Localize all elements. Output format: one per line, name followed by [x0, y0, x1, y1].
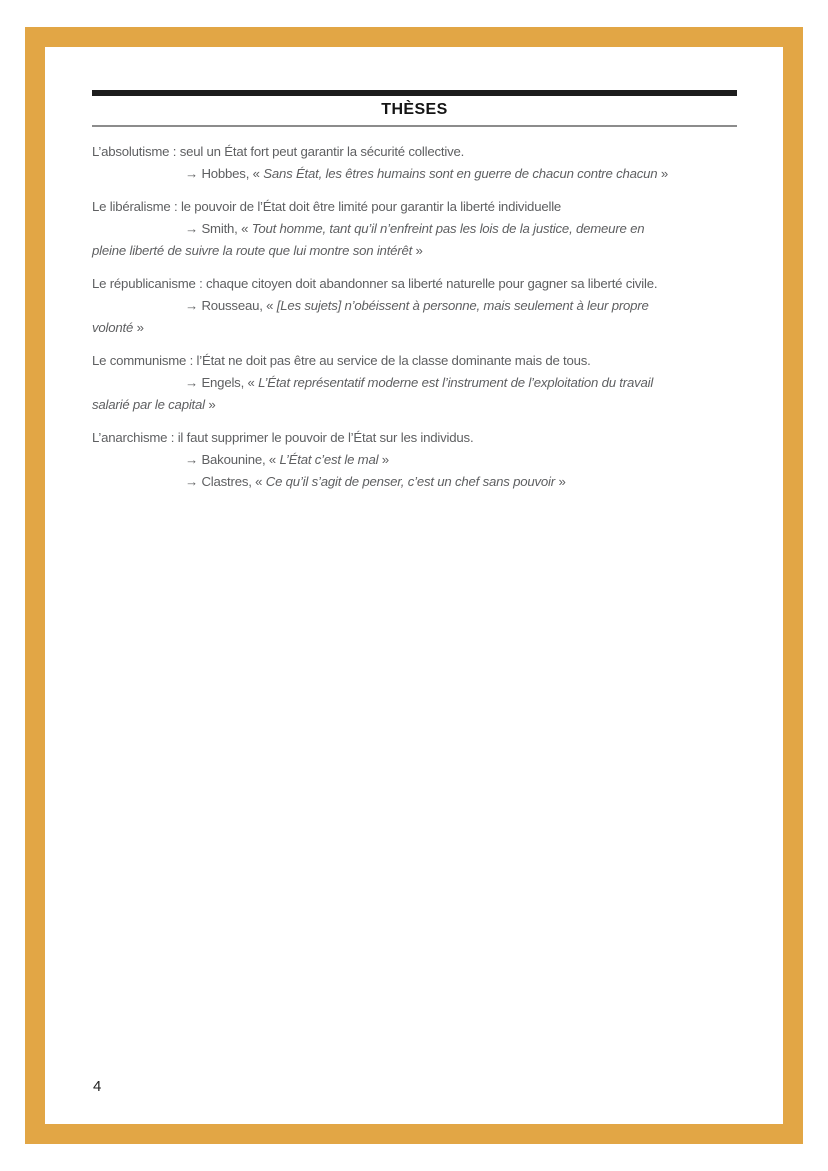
page-title: THÈSES	[381, 101, 448, 118]
quote-line	[92, 471, 737, 493]
quote-regular-segment: »	[378, 452, 389, 467]
thesis-intro: L’absolutisme : seul un État fort peut garantir la sécurité collective.	[92, 144, 465, 159]
document-page	[45, 47, 783, 1123]
quote-regular-segment: → Rousseau, «	[185, 298, 277, 313]
quote-regular-segment: → Bakounine, «	[185, 452, 280, 467]
thesis-block	[92, 350, 737, 416]
quote-line	[92, 218, 737, 240]
quote-line	[92, 240, 737, 262]
quote-line	[92, 449, 737, 471]
quote-regular-segment: »	[204, 397, 216, 412]
thesis-block	[92, 427, 737, 493]
quote-line	[92, 317, 737, 339]
quote-italic-segment: Ce qu’il s’agit de penser, c’est un chef sans pouvoir	[265, 474, 555, 489]
title-block	[92, 90, 737, 127]
quote-line	[92, 372, 737, 394]
quote-regular-segment: »	[657, 166, 669, 181]
quote-italic-segment: L’État représentatif moderne est l’instrument de l’exploitation du travail	[258, 375, 654, 390]
quote-regular-segment: → Hobbes, «	[185, 166, 264, 181]
quote-regular-segment: → Smith, «	[185, 221, 252, 236]
quote-line	[92, 394, 737, 416]
quote-line	[92, 163, 737, 185]
quote-italic-segment: Sans État, les êtres humains sont en guerre de chacun contre chacun	[263, 166, 658, 181]
quote-italic-segment: [Les sujets] n’obéissent à personne, mais seulement à leur propre	[276, 298, 649, 313]
page-number: 4	[93, 1078, 102, 1095]
quote-italic-segment: volonté	[92, 320, 134, 335]
quote-italic-segment: Tout homme, tant qu’il n’enfreint pas les lois de la justice, demeure en	[251, 221, 645, 236]
quote-italic-segment: pleine liberté de suivre la route que lui montre son intérêt	[92, 243, 413, 258]
quote-italic-segment: L’État c’est le mal	[279, 452, 379, 467]
thesis-block	[92, 196, 737, 262]
thesis-block	[92, 141, 737, 185]
quote-italic-segment: salarié par le capital	[92, 397, 205, 412]
quote-regular-segment: → Clastres, «	[185, 474, 266, 489]
thesis-intro: Le communisme : l’État ne doit pas être au service de la classe dominante mais de tous.	[92, 353, 591, 368]
quote-regular-segment: »	[554, 474, 566, 489]
thesis-intro: Le républicanisme : chaque citoyen doit abandonner sa liberté naturelle pour gagner sa liberté civile.	[92, 276, 658, 291]
quote-regular-segment: »	[133, 320, 144, 335]
thesis-block	[92, 273, 737, 339]
thesis-intro: Le libéralisme : le pouvoir de l’État doit être limité pour garantir la liberté individuelle	[92, 199, 562, 214]
theses-list	[92, 141, 737, 493]
quote-regular-segment: »	[412, 243, 423, 258]
thesis-intro: L’anarchisme : il faut supprimer le pouvoir de l’État sur les individus.	[92, 430, 474, 445]
quote-regular-segment: → Engels, «	[185, 375, 259, 390]
quote-line	[92, 295, 737, 317]
